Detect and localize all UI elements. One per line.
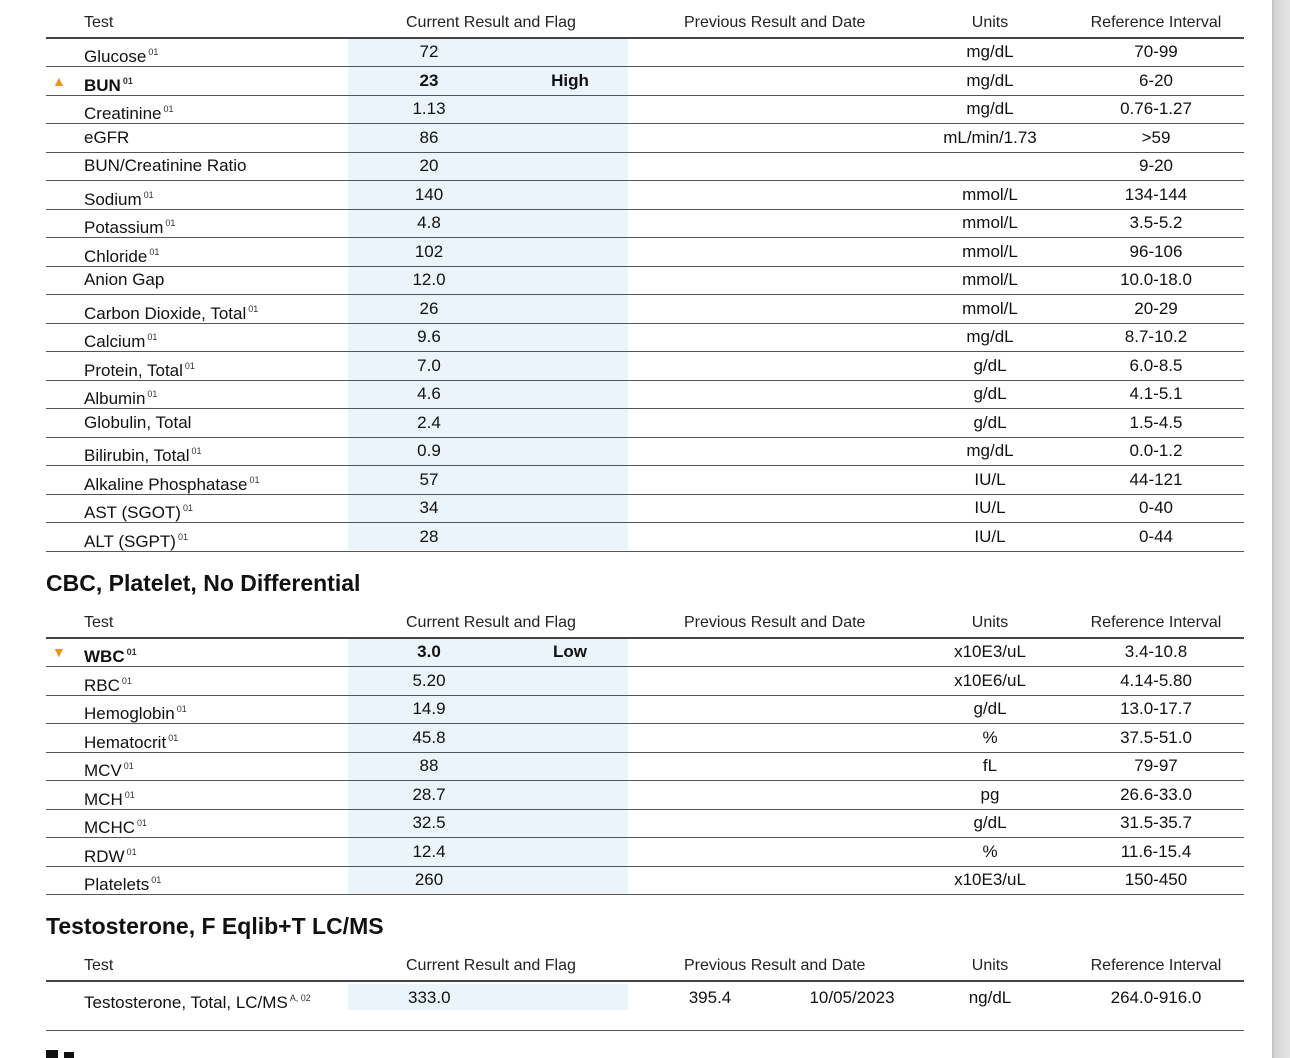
test-name-text: Albumin — [84, 389, 146, 408]
testosterone-table-header — [46, 954, 1244, 982]
reference-interval-value: 79-97 — [1134, 756, 1178, 775]
current-result-value: 45.8 — [412, 727, 446, 747]
test-name-text: ALT (SGPT) — [84, 531, 176, 551]
test-name — [84, 353, 195, 384]
test-name — [84, 696, 187, 727]
test-name-text: Platelets — [84, 875, 150, 894]
current-result-value: 1.13 — [412, 99, 446, 118]
test-name-text: AST (SGOT) — [84, 503, 181, 522]
table-row — [46, 125, 1244, 153]
current-result-value: 2.4 — [417, 412, 441, 432]
reference-interval-value: 70-99 — [1134, 42, 1178, 61]
reference-interval-value: 13.0-17.7 — [1120, 699, 1192, 718]
test-name — [84, 96, 174, 127]
header-test: Test — [84, 957, 114, 974]
units-value: ng/dL — [968, 988, 1012, 1007]
reference-interval-value: 6-20 — [1138, 70, 1174, 90]
units-value: mg/dL — [966, 42, 1014, 61]
footnote-marker: 01 — [182, 503, 193, 513]
current-result-value: 57 — [419, 469, 439, 489]
header-test: Test — [84, 614, 114, 631]
test-name-text: RBC — [84, 675, 120, 695]
current-result-value: 20 — [419, 156, 439, 175]
footnote-marker: 01 — [149, 246, 160, 257]
units-value: IU/L — [974, 498, 1006, 517]
units-value: mmol/L — [962, 270, 1018, 289]
reference-interval-value: 150-450 — [1124, 870, 1188, 889]
header-reference-interval: Reference Interval — [1090, 957, 1222, 974]
reference-interval-value: 0.0-1.2 — [1129, 441, 1183, 460]
test-name — [84, 810, 147, 841]
footnote-marker: A, 02 — [289, 993, 311, 1003]
reference-interval-value: 0-44 — [1138, 526, 1174, 546]
current-result-value: 32.5 — [412, 813, 446, 832]
footnote-marker: 01 — [148, 47, 159, 57]
section-divider — [46, 1030, 1244, 1031]
units-value: % — [982, 727, 998, 747]
table-row — [46, 438, 1244, 466]
units-value: g/dL — [973, 699, 1007, 718]
units-value: g/dL — [973, 813, 1007, 832]
reference-interval-value: 3.5-5.2 — [1129, 213, 1183, 232]
footnote-marker: 01 — [137, 818, 148, 828]
header-units: Units — [971, 14, 1009, 31]
units-value: x10E3/uL — [954, 642, 1026, 661]
result-flag: Low — [553, 642, 587, 661]
test-name-text: MCV — [84, 761, 122, 780]
test-name-text: Alkaline Phosphatase — [84, 474, 248, 494]
reference-interval-value: 6.0-8.5 — [1129, 355, 1183, 375]
test-name — [84, 68, 133, 99]
current-result-value: 4.8 — [417, 213, 441, 232]
test-name — [84, 467, 260, 498]
footnote-marker: 01 — [123, 761, 134, 771]
reference-interval-value: 0-40 — [1138, 498, 1174, 517]
reference-interval-value: 10.0-18.0 — [1120, 270, 1192, 289]
table-row — [46, 239, 1244, 267]
table-row — [46, 39, 1244, 67]
test-name — [84, 296, 258, 327]
table-row — [46, 639, 1244, 667]
current-result-value: 28.7 — [412, 784, 446, 804]
header-previous-result: Previous Result and Date — [684, 957, 866, 974]
current-result-value: 12.4 — [412, 841, 446, 861]
table-row — [46, 296, 1244, 324]
current-result-value: 88 — [419, 756, 439, 775]
units-value: mmol/L — [962, 298, 1018, 318]
current-result-value: 9.6 — [417, 327, 441, 346]
table-row — [46, 324, 1244, 352]
table-row — [46, 725, 1244, 753]
table-row — [46, 381, 1244, 409]
test-name — [84, 668, 132, 699]
reference-interval-value: 9-20 — [1138, 156, 1174, 175]
test-name-text: Hemoglobin — [84, 704, 175, 723]
page-shadow-edge — [1272, 0, 1290, 1058]
reference-interval-value: 1.5-4.5 — [1129, 412, 1183, 432]
current-result-value: 26 — [419, 298, 439, 318]
test-name — [84, 782, 135, 813]
table-row — [46, 153, 1244, 181]
cbc-table-header — [46, 611, 1244, 639]
test-name-text: Testosterone, Total, LC/MS — [84, 993, 288, 1012]
units-value: mg/dL — [966, 70, 1014, 90]
units-value: x10E3/uL — [954, 870, 1026, 889]
section-title-cbc: CBC, Platelet, No Differential — [46, 570, 361, 596]
table-row — [46, 96, 1244, 124]
table-row — [46, 839, 1244, 867]
header-previous-result: Previous Result and Date — [684, 614, 866, 631]
table-row — [46, 753, 1244, 781]
test-name — [84, 267, 164, 293]
footnote-marker: 01 — [176, 704, 187, 714]
test-name-text: BUN — [84, 75, 121, 95]
test-name-text: Carbon Dioxide, Total — [84, 303, 247, 323]
footnote-marker: 01 — [151, 875, 162, 885]
test-name-text: Anion Gap — [84, 270, 165, 289]
test-name-text: MCH — [84, 789, 123, 809]
test-name — [84, 153, 247, 179]
test-name-text: Potassium — [84, 218, 164, 237]
header-test: Test — [84, 14, 114, 31]
test-name-text: Calcium — [84, 332, 146, 351]
test-name — [84, 753, 134, 784]
footnote-marker: 01 — [147, 332, 158, 342]
reference-interval-value: 3.4-10.8 — [1124, 642, 1188, 661]
reference-interval-value: 8.7-10.2 — [1124, 327, 1188, 346]
units-value: mmol/L — [962, 241, 1018, 261]
test-name — [84, 438, 202, 469]
test-name — [84, 985, 311, 1016]
table-row — [46, 782, 1244, 810]
units-value: mL/min/1.73 — [943, 127, 1037, 147]
test-name — [84, 182, 154, 213]
test-name — [84, 867, 161, 898]
units-value: g/dL — [973, 412, 1007, 432]
test-name — [84, 210, 175, 241]
current-result-value: 140 — [414, 184, 444, 204]
footnote-marker: 01 — [126, 846, 137, 857]
units-value: fL — [982, 756, 998, 775]
test-name-text: BUN/Creatinine Ratio — [84, 156, 247, 175]
table-row — [46, 867, 1244, 895]
test-name — [84, 495, 193, 526]
test-name — [84, 381, 157, 412]
current-result-value: 72 — [419, 42, 439, 61]
table-row — [46, 495, 1244, 523]
units-value: mg/dL — [966, 441, 1014, 460]
test-name-text: Chloride — [84, 246, 148, 266]
reference-interval-value: 4.14-5.80 — [1120, 670, 1192, 690]
table-row — [46, 467, 1244, 495]
current-result-value: 14.9 — [412, 699, 446, 718]
table-row — [46, 810, 1244, 838]
footnote-marker: 01 — [191, 446, 202, 456]
current-result-value: 28 — [419, 526, 439, 546]
reference-interval-value: 134-144 — [1124, 184, 1188, 204]
table-row — [46, 182, 1244, 210]
test-name — [84, 524, 188, 555]
header-current-result: Current Result and Flag — [406, 957, 576, 974]
current-result-value: 34 — [419, 498, 439, 517]
footnote-marker: 01 — [248, 303, 259, 314]
high-flag-arrow-icon: ▲ — [52, 72, 66, 89]
units-value: g/dL — [973, 384, 1007, 403]
footnote-marker: 01 — [147, 389, 158, 399]
units-value: mmol/L — [962, 184, 1018, 204]
header-current-result: Current Result and Flag — [406, 614, 576, 631]
current-result-value: 102 — [414, 241, 444, 261]
units-value: IU/L — [974, 526, 1006, 546]
units-value: pg — [980, 784, 1000, 804]
units-value: g/dL — [973, 355, 1007, 375]
reference-interval-value: 264.0-916.0 — [1110, 988, 1202, 1007]
footnote-marker: 01 — [165, 218, 176, 228]
test-name — [84, 639, 137, 670]
units-value: IU/L — [974, 469, 1006, 489]
table-row-testosterone — [46, 985, 1244, 1012]
test-name — [84, 324, 157, 355]
table-row — [46, 210, 1244, 238]
reference-interval-value: 26.6-33.0 — [1120, 784, 1192, 804]
footnote-marker: 01 — [163, 104, 174, 114]
test-name — [84, 725, 178, 756]
reference-interval-value: 31.5-35.7 — [1120, 813, 1192, 832]
current-result-value: 3.0 — [417, 642, 441, 661]
test-name-text: Globulin, Total — [84, 412, 192, 432]
header-units: Units — [971, 957, 1009, 974]
low-flag-arrow-icon: ▼ — [52, 644, 66, 660]
test-name-text: Bilirubin, Total — [84, 446, 190, 465]
cut-off-heading-fragment — [64, 1052, 74, 1058]
footnote-marker: 01 — [143, 189, 154, 200]
previous-result-date: 10/05/2023 — [809, 988, 895, 1007]
table-row — [46, 696, 1244, 724]
current-result-value: 4.6 — [417, 384, 441, 403]
test-name — [84, 239, 159, 270]
units-value: mg/dL — [966, 327, 1014, 346]
footnote-marker: 01 — [249, 474, 260, 485]
units-value: mg/dL — [966, 99, 1014, 118]
section-title-testosterone: Testosterone, F Eqlib+T LC/MS — [46, 913, 384, 939]
table-row — [46, 524, 1244, 552]
test-name-text: Glucose — [84, 47, 147, 66]
cut-off-heading-fragment — [46, 1050, 58, 1058]
current-result-value: 260 — [414, 870, 444, 889]
test-name — [84, 410, 191, 436]
footnote-marker: 01 — [122, 75, 133, 86]
header-reference-interval: Reference Interval — [1090, 614, 1222, 631]
units-value: % — [982, 841, 998, 861]
header-previous-result: Previous Result and Date — [684, 14, 866, 31]
current-result-value: 7.0 — [417, 355, 441, 375]
current-result-value: 5.20 — [412, 670, 446, 690]
test-name-text: eGFR — [84, 127, 130, 147]
current-result-value: 333.0 — [408, 988, 451, 1007]
cmp-table-header — [46, 11, 1244, 39]
test-name-text: RDW — [84, 846, 125, 866]
test-name-text: Hematocrit — [84, 732, 167, 752]
test-name — [84, 839, 137, 870]
test-name-text: Sodium — [84, 189, 142, 209]
reference-interval-value: >59 — [1141, 127, 1171, 147]
test-name-text: Protein, Total — [84, 360, 183, 380]
footnote-marker: 01 — [184, 360, 195, 371]
test-name — [84, 125, 129, 151]
reference-interval-value: 0.76-1.27 — [1120, 99, 1192, 118]
result-flag: High — [551, 70, 589, 90]
footnote-marker: 01 — [177, 531, 188, 542]
reference-interval-value: 37.5-51.0 — [1120, 727, 1192, 747]
current-result-value: 86 — [419, 127, 439, 147]
current-result-value: 0.9 — [417, 441, 441, 460]
footnote-marker: 01 — [126, 647, 137, 657]
table-row — [46, 267, 1244, 295]
units-value: x10E6/uL — [954, 670, 1026, 690]
table-row — [46, 68, 1244, 96]
footnote-marker: 01 — [168, 732, 179, 743]
footnote-marker: 01 — [124, 789, 135, 800]
reference-interval-value: 96-106 — [1129, 241, 1183, 261]
previous-result-value: 395.4 — [688, 988, 732, 1007]
header-reference-interval: Reference Interval — [1090, 14, 1222, 31]
reference-interval-value: 4.1-5.1 — [1129, 384, 1183, 403]
footnote-marker: 01 — [121, 675, 132, 686]
header-current-result: Current Result and Flag — [406, 14, 576, 31]
units-value: mmol/L — [962, 213, 1018, 232]
current-result-value: 23 — [419, 70, 439, 90]
reference-interval-value: 20-29 — [1134, 298, 1178, 318]
reference-interval-value: 44-121 — [1129, 469, 1183, 489]
test-name-text: WBC — [84, 647, 125, 666]
table-row — [46, 410, 1244, 438]
table-row — [46, 668, 1244, 696]
test-name-text: Creatinine — [84, 104, 162, 123]
header-units: Units — [971, 614, 1009, 631]
table-row — [46, 353, 1244, 381]
test-name-text: MCHC — [84, 818, 135, 837]
test-name — [84, 39, 158, 70]
reference-interval-value: 11.6-15.4 — [1120, 841, 1192, 861]
current-result-value: 12.0 — [412, 270, 446, 289]
